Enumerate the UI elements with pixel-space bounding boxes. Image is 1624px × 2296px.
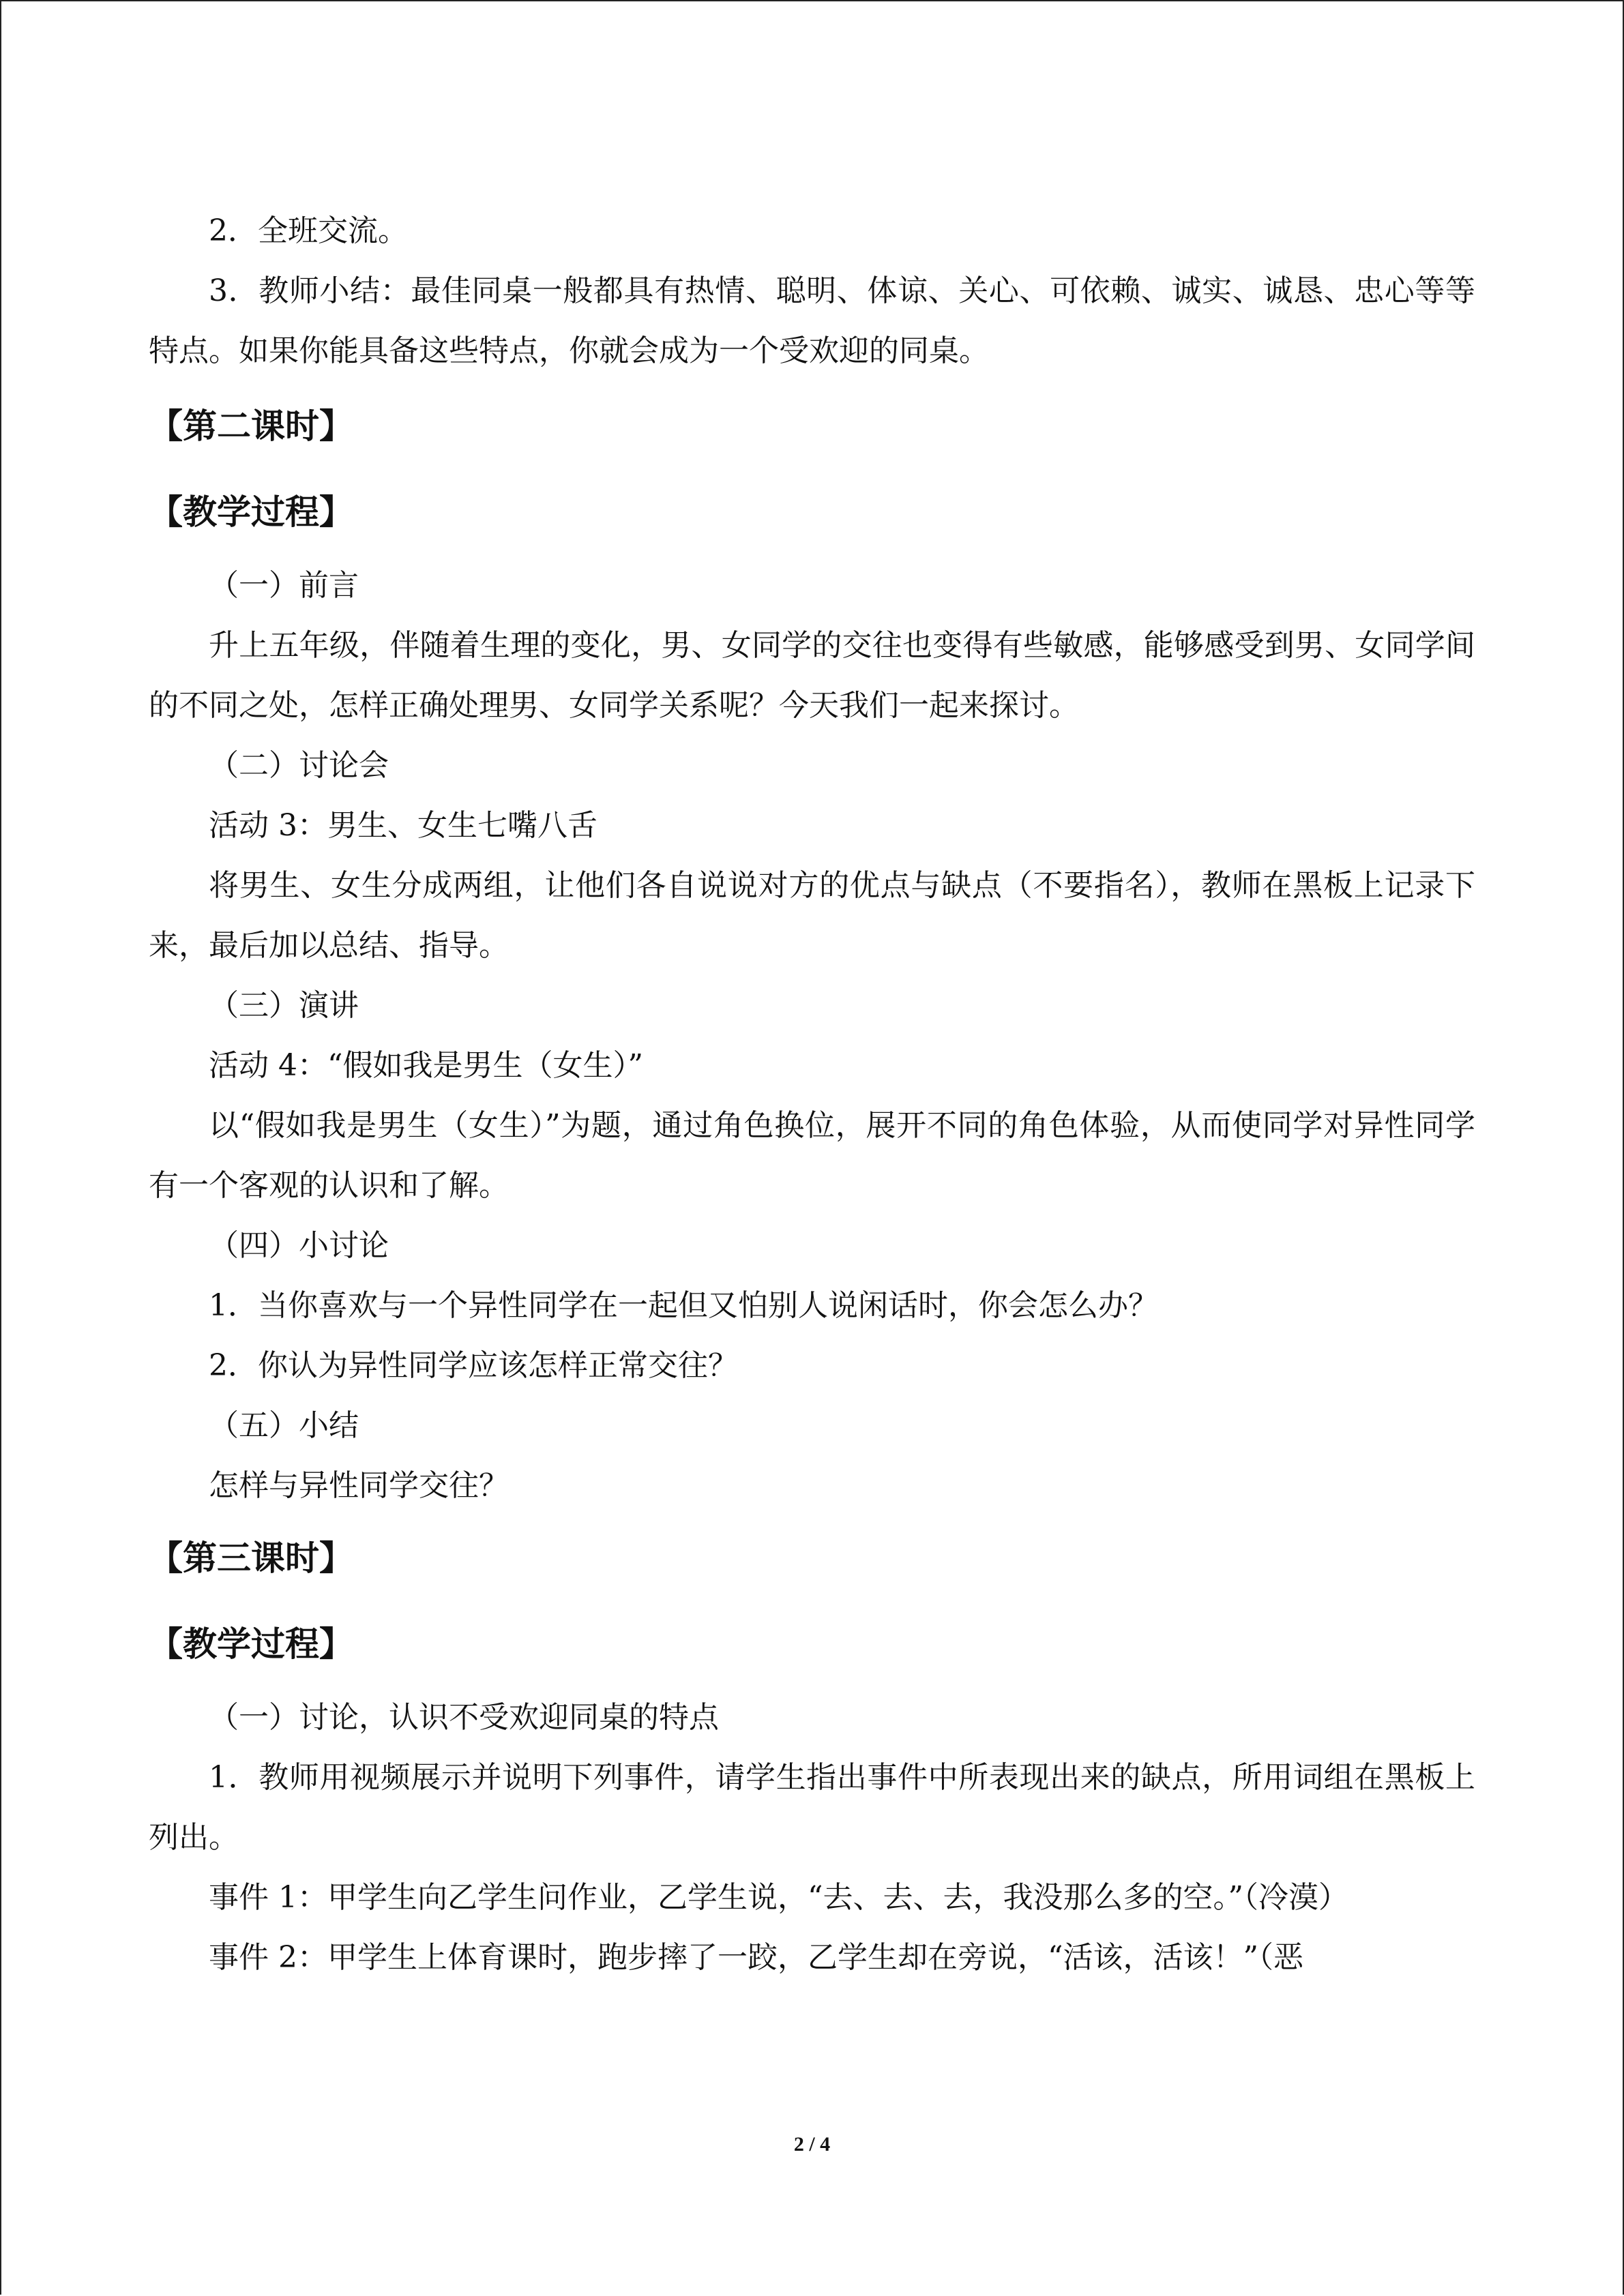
para-activity-4: 活动 4：“假如我是男生（女生）” [209,1048,643,1083]
para-video-events: 1．教师用视频展示并说明下列事件，请学生指出事件中所表现出来的缺点，所用词组在黑板上列出。 [149,1760,1475,1855]
para-activity-4-body: 以“假如我是男生（女生）”为题，通过角色换位，展开不同的角色体验，从而使同学对异性同学有一个客观的认识和了解。 [149,1108,1475,1203]
para-preface-body: 升上五年级，伴随着生理的变化，男、女同学的交往也变得有些敏感，能够感受到男、女同学间的不同之处，怎样正确处理男、女同学关系呢？今天我们一起来探讨。 [149,628,1475,723]
para-section-discussion: （二）讨论会 [209,748,389,783]
heading-teaching-process-3: 【教学过程】 [149,1624,353,1664]
para-summary-body: 怎样与异性同学交往？ [209,1468,509,1503]
para-section-small-discussion: （四）小讨论 [209,1228,389,1263]
heading-third-lesson: 【第三课时】 [149,1538,353,1578]
para-section-preface: （一）前言 [209,568,359,603]
heading-teaching-process-2: 【教学过程】 [149,492,353,532]
para-section-summary: （五）小结 [209,1408,359,1443]
para-activity-3: 活动 3：男生、女生七嘴八舌 [209,808,597,843]
heading-second-lesson: 【第二课时】 [149,406,353,446]
document-body [149,201,1475,1988]
para-section-speech: （三）演讲 [209,988,359,1023]
para-question-2: 2．你认为异性同学应该怎样正常交往？ [209,1348,738,1383]
para-question-1: 1．当你喜欢与一个异性同学在一起但又怕别人说闲话时，你会怎么办？ [209,1288,1158,1323]
para-section-unpopular: （一）讨论，认识不受欢迎同桌的特点 [209,1700,719,1735]
para-activity-3-body: 将男生、女生分成两组，让他们各自说说对方的优点与缺点（不要指名），教师在黑板上记录下来，最后加以总结、指导。 [149,868,1475,963]
page-number: 2 / 4 [793,2133,831,2156]
para-class-exchange: 2．全班交流。 [209,213,408,248]
para-teacher-summary-1: 3．教师小结：最佳同桌一般都具有热情、聪明、体谅、关心、可依赖、诚实、诚恳、忠心等等特点。如果你能具备这些特点，你就会成为一个受欢迎的同桌。 [149,273,1475,368]
para-event-1: 事件 1：甲学生向乙学生问作业，乙学生说，“去、去、去，我没那么多的空。”（冷漠） [209,1880,1348,1915]
para-event-2: 事件 2：甲学生上体育课时，跑步摔了一跤，乙学生却在旁说，“活该，活该！”（恶 [209,1940,1303,1975]
